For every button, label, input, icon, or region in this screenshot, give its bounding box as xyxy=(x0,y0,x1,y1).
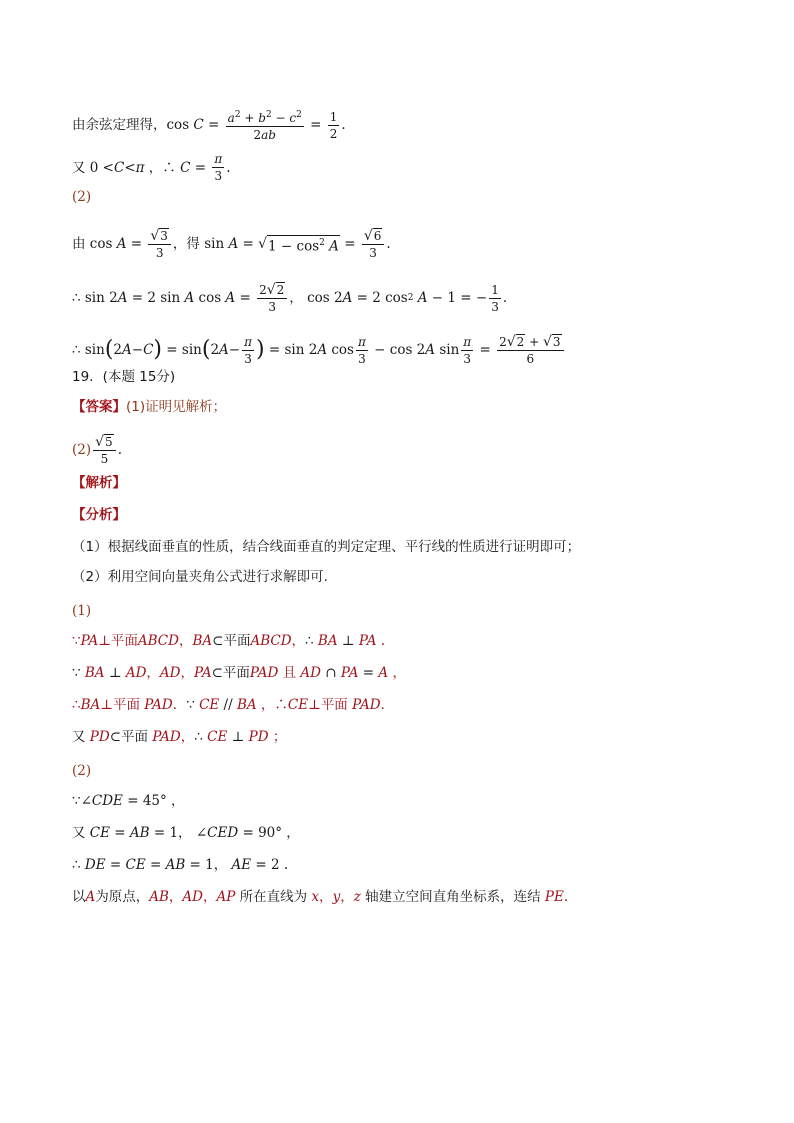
text: 轴建立空间直角坐标系，连结 xyxy=(365,889,541,905)
text: 平面 xyxy=(320,697,348,713)
proof-line-1: ∵ PA ⊥ 平面 ABCD ， BA ⊂ 平面 ABCD ， ∴ BA ⊥ PA . xyxy=(72,633,386,649)
fenxi-line-2 xyxy=(72,568,328,586)
text: 且 xyxy=(282,665,297,681)
text: （2）利用空间向量夹角公式进行求解即可. xyxy=(72,569,328,585)
fraction: √ 3 3 xyxy=(148,228,171,260)
cosine-law-line: 由余弦定理得， cos C = $\frac{a^2 + b^2 - c^2}{2ab}$ = $\frac{1}{2}$ . xyxy=(72,109,346,142)
proof-line-4: 又 PD ⊂ 平面 PAD ， ∴ CE ⊥ PD ； xyxy=(72,729,287,745)
sin-a-line: 由 cos A = √ 3 3 ，得 sin A = √ $1 - \cos^2 A$ = √ 6 3 . xyxy=(72,228,391,260)
text: (2) xyxy=(72,189,92,205)
fraction: √ 6 3 xyxy=(362,228,385,260)
double-angle-line: ∴ sin 2 A = 2 sin A cos A = 2 √ 2 3 ， cos 2 A = 2 cos 2 A − 1 = − $\frac{1}{3}$ . xyxy=(72,282,508,314)
fraction: $\frac{\pi}{3}$ xyxy=(357,334,366,366)
fraction: $\frac{\pi}{3}$ xyxy=(244,334,252,366)
fraction: 2 √ 2 + √ 3 6 xyxy=(497,334,563,366)
text: (2) xyxy=(72,763,92,779)
proof-line-7: ∴ DE = CE = AB = 1， AE = 2 . xyxy=(72,857,289,873)
part-label xyxy=(72,602,91,620)
fraction: $\frac{1}{3}$ xyxy=(491,282,499,314)
fraction: $\frac{\pi}{3}$ xyxy=(214,152,223,183)
part-label xyxy=(72,188,91,206)
fenxi-line-1 xyxy=(72,538,580,556)
text: 又 xyxy=(72,159,86,176)
text: （1）根据线面垂直的性质，结合线面垂直的判定定理、平行线的性质进行证明即可； xyxy=(72,539,581,555)
text: (2) xyxy=(72,442,92,458)
text: 由余弦定理得， xyxy=(72,117,167,133)
proof-line-5: ∵∠ CDE = 45° ， xyxy=(72,793,185,809)
text: 平面 xyxy=(112,697,140,713)
proof-line-6: 又 CE = AB = 1， ∠ CED = 90° ， xyxy=(72,825,300,841)
text: 平面 xyxy=(121,729,149,745)
analysis-tag xyxy=(72,474,126,492)
fraction: $\frac{\pi}{3}$ xyxy=(463,334,472,366)
text: 【解析】 xyxy=(72,475,126,491)
fraction: √ 5 5 xyxy=(93,434,116,466)
text: 为原点， xyxy=(95,889,150,905)
answer-line xyxy=(72,398,226,416)
fraction: 2 √ 2 3 xyxy=(257,282,287,314)
fraction: $\frac{a^2 + b^2 - c^2}{2ab}$ xyxy=(227,110,302,142)
text: 平面 xyxy=(223,633,251,649)
proof-line-3: ∴ BA ⊥ 平面 PAD ． ∵ CE // BA ，∴ CE ⊥ 平面 PAD . xyxy=(72,697,385,713)
part-label xyxy=(72,762,91,780)
answer-2-line: (2) √ 5 5 . xyxy=(72,434,122,466)
text: 又 xyxy=(72,729,86,745)
proof-line-2: ∵ BA ⊥ AD ， AD ， PA ⊂ 平面 PAD 且 AD ∩ PA = A ， xyxy=(72,665,406,681)
fenxi-tag xyxy=(72,506,126,524)
angle-range-line: 又 0 < C < π ，∴ C = $\frac{\pi}{3}$ . xyxy=(72,152,231,183)
fraction: $\frac{1}{2}$ xyxy=(329,109,338,141)
answer-tag: 【答案】 xyxy=(72,399,126,415)
text: (1)证明见解析； xyxy=(126,399,227,415)
text: 以 xyxy=(72,889,86,905)
text: 19．(本题 15分) xyxy=(72,369,176,385)
text: 又 xyxy=(72,825,86,841)
text: 由 xyxy=(72,236,86,252)
question-header xyxy=(72,368,175,386)
text: 平面 xyxy=(222,665,250,681)
text: 所在直线为 xyxy=(239,889,308,905)
text: (1) xyxy=(72,603,92,619)
text: 平面 xyxy=(110,633,138,649)
text: 【分析】 xyxy=(72,507,126,523)
proof-line-8: 以 A 为原点， AB ， AD ， AP 所在直线为 x ， y ， z 轴建立空间直角坐标系，连结 PE . xyxy=(72,889,569,905)
final-result-line: ∴ sin ( 2 A − C ) = sin ( 2 A − $\frac{\pi}{3}$ ) = sin 2 A cos $\frac{\pi}{3}$ − cos 2 A sin $\frac{\pi}{3}$ = 2 √ 2 + √ 3 6 xyxy=(72,334,566,366)
text: ，得 xyxy=(172,236,200,252)
